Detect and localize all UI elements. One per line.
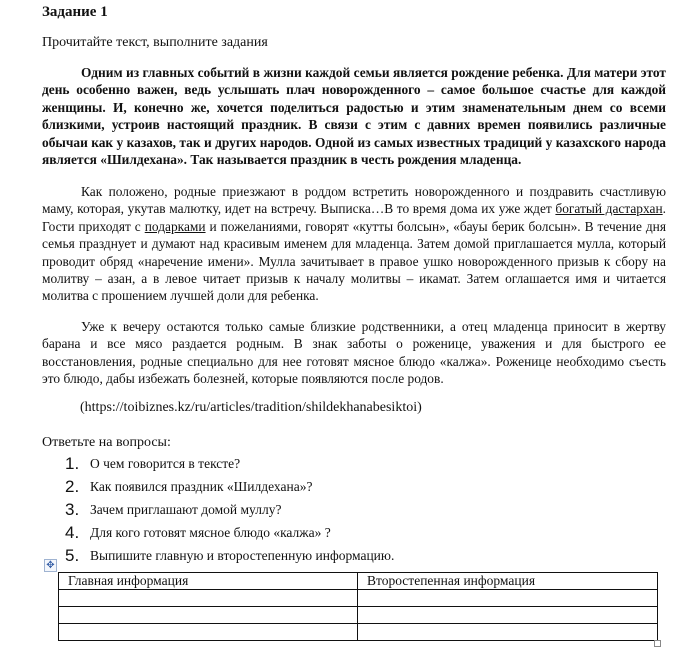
question-number: 2.	[65, 476, 80, 496]
questions-list	[65, 452, 394, 567]
paragraph-3-text: Уже к вечеру остаются только самые близкие родственники, а отец младенца приносит в жертву барана и все мясо раздается родным. В знак заботы о роженице, уважения и для быстрого ее восстановления, родные специально для нее готовят мясное блюдо «калжа». Роженице необходимо съесть это блюдо, дабы избежать болезней, которые появляются после родов.	[42, 319, 666, 387]
table-cell[interactable]	[358, 607, 658, 624]
question-number: 1.	[65, 453, 80, 473]
table-row	[59, 607, 658, 624]
table-cell[interactable]	[358, 590, 658, 607]
header-secondary-info[interactable]: Второстепенная информация	[358, 573, 658, 590]
question-text: О чем говорится в тексте?	[90, 455, 241, 471]
table-cell[interactable]	[59, 590, 358, 607]
question-item	[65, 452, 394, 475]
question-item	[65, 521, 394, 544]
task-title: Задание 1	[42, 4, 108, 20]
header-main-info[interactable]: Главная информация	[59, 573, 358, 590]
source-link[interactable]: (https://toibiznes.kz/ru/articles/tradition/shildekhanabesiktoi)	[80, 400, 422, 415]
intro-paragraph	[42, 64, 666, 168]
info-table	[58, 572, 658, 641]
paragraph-3	[42, 318, 666, 388]
question-text: Как появился праздник «Шилдехана»?	[90, 478, 313, 494]
question-number: 3.	[65, 499, 80, 519]
table-cell[interactable]	[358, 624, 658, 641]
question-item	[65, 498, 394, 521]
question-text: Зачем приглашают домой муллу?	[90, 501, 282, 517]
underlined-phrase-gifts: подарками	[144, 218, 206, 234]
paragraph-2-text: Как положено, родные приезжают в роддом встретить новорожденного и поздравить счастливую маму, которая, укутав малютку, идет на встречу. Выписка…В то время дома их уже ждет	[42, 184, 666, 217]
paragraph-2	[42, 183, 666, 305]
move-arrows-icon[interactable]: ✥	[44, 559, 57, 572]
table-header-row	[59, 573, 658, 590]
questions-header: Ответьте на вопросы:	[42, 435, 171, 450]
question-item	[65, 475, 394, 498]
paragraph-2-text: . Гости приходят с	[42, 201, 666, 234]
table-cell[interactable]	[59, 624, 358, 641]
question-number: 5.	[65, 545, 80, 565]
question-text: Для кого готовят мясное блюдо «калжа» ?	[90, 524, 331, 540]
underlined-phrase-dastarkhan: богатый дастархан	[555, 201, 663, 217]
intro-paragraph-text: Одним из главных событий в жизни каждой семьи является рождение ребенка. Для матери этот день особенно важен, ведь услышать плач новорожденного – самое большое счастье для каждой женщины. И, конечно же, хочется поделиться радостью и этим знаменательным днем со всеми близкими, устроив настоящий праздник. В связи с этим с давних времен появились различные обычаи как у казахов, так и других народов. Одной из самых известных традиций у казахского народа является «Шилдехана». Так называется праздник в честь рождения младенца.	[42, 65, 666, 168]
question-text: Выпишите главную и второстепенную информацию.	[90, 547, 395, 563]
resize-square-icon[interactable]	[654, 640, 661, 647]
task-instruction: Прочитайте текст, выполните задания	[42, 35, 268, 50]
table-cell[interactable]	[59, 607, 358, 624]
table-row	[59, 624, 658, 641]
question-number: 4.	[65, 522, 80, 542]
question-item	[65, 544, 394, 567]
table-row	[59, 590, 658, 607]
paragraph-2-text: и пожеланиями, говорят «кутты болсын», «бауы берик болсын». В течение дня семья празднует и думают над красивым именем для младенца. Затем домой приглашается мулла, который проводит обряд «наречение имени». Мулла зачитывает в правое ушко новорожденного призыв к сбору на молитву – азан, а в левое читает призыв к началу молитвы – икамат. Затем оглашается имя и читается молитва с прошением лучшей доли для ребенка.	[42, 218, 666, 304]
